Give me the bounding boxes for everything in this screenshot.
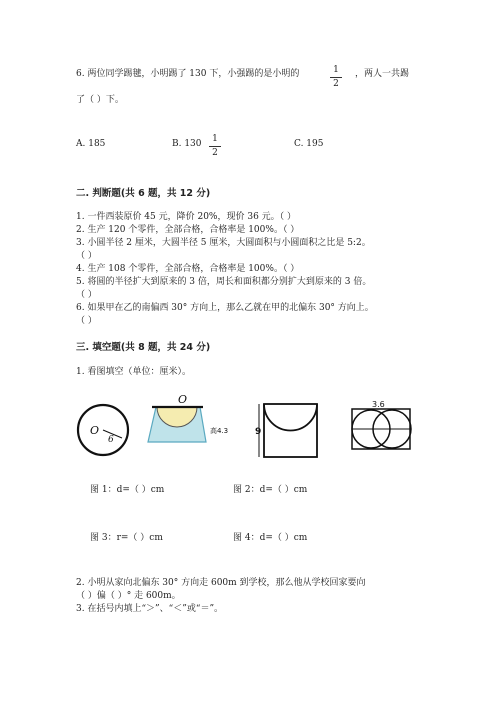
figure3-square-semicircle-diagram	[255, 403, 325, 459]
section2-title: 二. 判断题(共 6 题，共 12 分)	[76, 188, 211, 199]
center-label: O	[90, 424, 100, 437]
section2-item: （ ）	[76, 316, 97, 326]
height-label: 高4.3	[210, 427, 229, 435]
width-label: 3.6	[372, 400, 385, 409]
figure2-semicircle-trapezoid-diagram	[148, 393, 229, 444]
section2-item: 3. 小圆半径 2 厘米，大圆半径 5 厘米，大圆面积与小圆面积之比是 5:2。	[76, 238, 371, 248]
semicircle-arc	[264, 404, 317, 431]
answer-fig2: 图 2：d=（ ）cm	[233, 485, 308, 495]
fraction-denominator: 2	[212, 148, 218, 158]
q6-line1-tail: ，两人一共踢	[355, 69, 410, 79]
side-label: 9	[255, 427, 262, 437]
section3-title: 三. 填空题(共 8 题，共 24 分)	[76, 342, 211, 353]
section2-item: 1. 一件西装原价 45 元，降价 20%，现价 36 元。（ ）	[76, 212, 297, 222]
answer-fig1: 图 1：d=（ ）cm	[90, 485, 165, 495]
section2-item: 4. 生产 108 个零件，全部合格，合格率是 100%。（ ）	[76, 264, 300, 274]
section3-q2-line1: 2. 小明从家向北偏东 30° 方向走 600m 到学校，那么他从学校回家要向	[76, 578, 366, 588]
section2-item: 5. 将圆的半径扩大到原来的 3 倍，周长和面积都分别扩大到原来的 3 倍。	[76, 277, 372, 287]
q6-option-b-fraction	[208, 135, 222, 158]
fraction-denominator: 2	[333, 79, 339, 89]
fraction-numerator: 1	[212, 134, 218, 144]
q6-option-c: C. 195	[294, 139, 324, 149]
section2-item: （ ）	[76, 290, 97, 300]
answer-fig3: 图 3：r=（ ）cm	[90, 533, 163, 543]
section2-item: 2. 生产 120 个零件，全部合格，合格率是 100%。（ ）	[76, 225, 300, 235]
section3-q3: 3. 在括号内填上“＞”、“＜”或“＝”。	[76, 604, 224, 614]
fraction-numerator: 1	[333, 65, 339, 75]
q6-option-a: A. 185	[76, 139, 106, 149]
figure4-two-circles-diagram	[347, 398, 417, 458]
q6-line2: 了（ ）下。	[76, 95, 124, 105]
section2-item: （ ）	[76, 251, 97, 261]
section2-item: 6. 如果甲在乙的南偏西 30° 方向上，那么乙就在甲的北偏东 30° 方向上。	[76, 303, 374, 313]
center-label: O	[178, 393, 188, 406]
answer-fig4: 图 4：d=（ ）cm	[233, 533, 308, 543]
section3-q1: 1. 看图填空（单位：厘米）。	[76, 367, 191, 377]
q6-option-b: B. 130	[172, 139, 202, 149]
q6-fraction	[329, 66, 343, 89]
section3-q2-line2: （ ）偏（ ）° 走 600m。	[76, 591, 181, 601]
radius-label: 6	[108, 435, 114, 445]
figure1-circle-diagram	[70, 400, 140, 460]
q6-line1: 6. 两位同学踢毽，小明踢了 130 下，小强踢的是小明的	[76, 69, 300, 79]
